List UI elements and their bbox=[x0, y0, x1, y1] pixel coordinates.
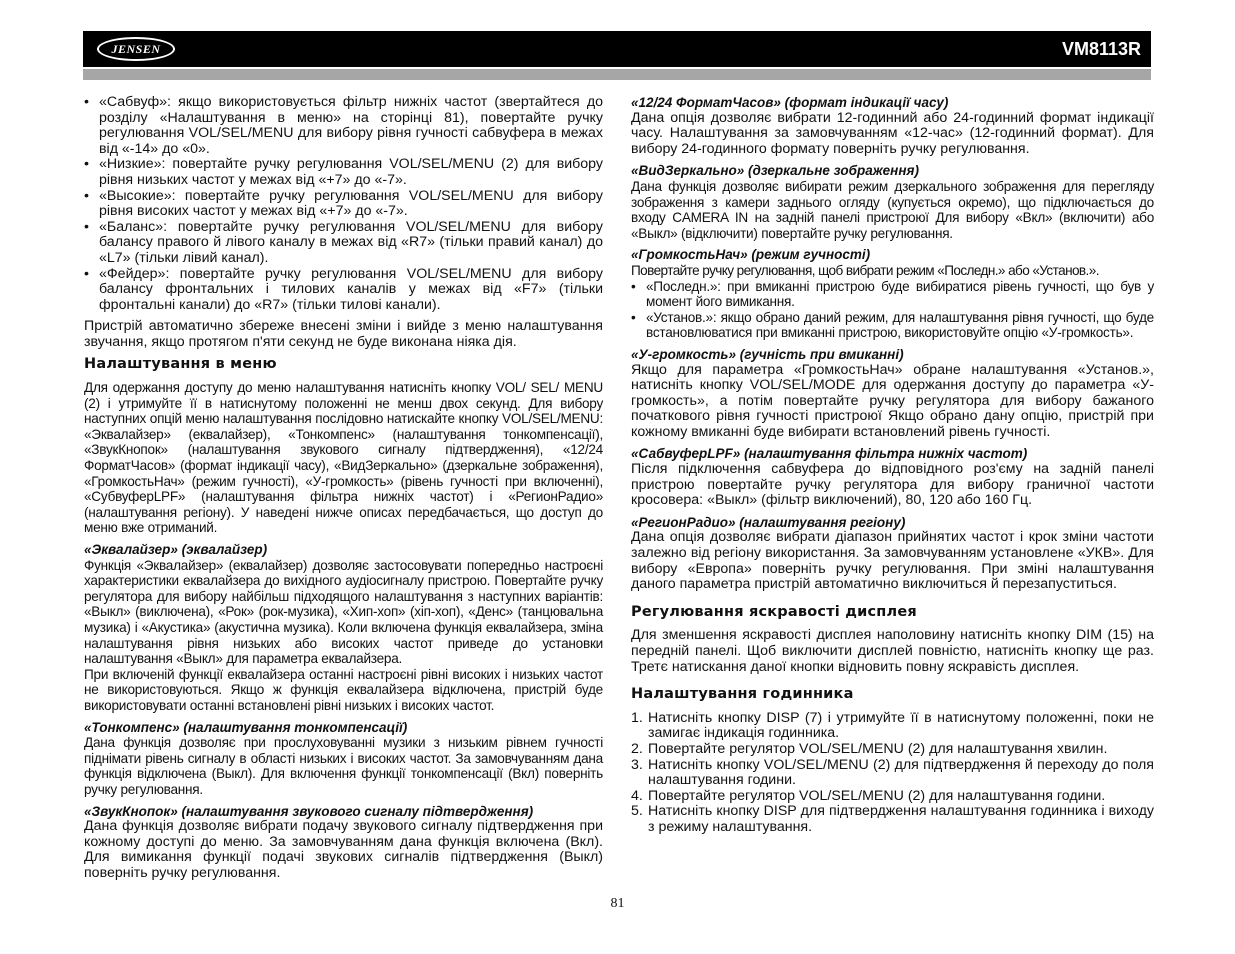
list-item: 4. Повертайте регулятор VOL/SEL/MENU (2) для налаштування години. bbox=[631, 787, 1106, 804]
header-divider bbox=[83, 69, 1151, 80]
loudness-description: Дана функція дозволяє при прослуховуванні музики з низьким рівнем гучності піднімати рівень сигналу в області низьких і високих частот. За замовчуванням дана функція відключена (Выкл). Для включення функції тонкомпенсації (Вкл) поверніть ручку регулювання. bbox=[84, 735, 603, 797]
header-bar bbox=[83, 31, 1151, 67]
section-heading-dimmer: Регулювання яскравості дисплея bbox=[631, 603, 917, 620]
clock-steps-list bbox=[631, 711, 1154, 836]
equalizer-note: При включеній функції еквалайзера останні настроєні рівні високих і низьких частот не використовуються. Якщо ж функція еквалайзера відключена, пристрій буде використовувати останні встановлені рівні низьких і високих частот. bbox=[84, 666, 603, 713]
volume-mode-description: Повертайте ручку регулювання, щоб вибрати режим «Последн.» або «Установ.». bbox=[631, 262, 1099, 278]
list-item: • «Последн.»: при вмиканні пристрою буде вибиратися рівень гучності, що був у момент його вимикання. bbox=[631, 279, 1154, 310]
list-item: • «Высокие»: повертайте ручку регулювання VOL/SEL/MENU для вибору рівня високих частот у межах від «+7» до «-7». bbox=[84, 189, 603, 220]
subheading-equalizer: «Эквалайзер» (эквалайзер) bbox=[84, 542, 268, 558]
model-title: VM8113R bbox=[1061, 39, 1141, 59]
auto-save-note: Пристрій автоматично збереже внесені зміни і вийде з меню налаштування звучання, якщо протягом п'яти секунд не буде виконана ніяка дія. bbox=[84, 318, 603, 350]
list-item: • «Установ.»: якщо обрано даний режим, для налаштування рівня гучності, що буде встановлюватися при вмиканні пристрою, використовуйте опцію «У-громкость». bbox=[631, 310, 1154, 341]
clock-format-description: Дана опція дозволяє вибрати 12-годинний або 24-годинний формат індикації часу. Налаштування за замовчуванням «12-час» (12-годинний формат). Для вибору 24-годинного формату поверніть ручку регулювання. bbox=[631, 109, 1154, 157]
volume-mode-list bbox=[631, 279, 1154, 341]
subheading-loudness: «Тонкомпенс» (налаштування тонкомпенсації) bbox=[84, 719, 408, 735]
mirror-description: Дана функція дозволяє вибирати режим дзеркального зображення для перегляду зображення з камери заднього огляду (купується окремо), що підключається до входу CAMERA IN на задній панелі пристроюї Для вибору «Вкл» (включити) або «Выкл» (відключити) повертайте ручку регулювання. bbox=[631, 178, 1154, 241]
radio-region-description: Дана опція дозволяє вибрати діапазон прийнятих частот і крок зміни частоти залежно від регіону використання. За замовчуванням установлене «УКВ». Для вибору «Европа» поверніть ручку регулювання. При зміні налаштування даного параметра пристрій автоматично виключиться й перезапуститься. bbox=[631, 529, 1154, 593]
list-item: • «Фейдер»: повертайте ручку регулювання VOL/SEL/MENU для вибору балансу фронтальних і тилових каналів у межах від «F7» (тільки фронтальні канали) до «R7» (тільки тилові канали). bbox=[84, 267, 603, 314]
list-item: • «Сабвуф»: якщо використовується фільтр нижніх частот (звертайтеся до розділу «Налаштування в меню» на сторінці 81), повертайте ручку регулювання VOL/SEL/MENU для вибору рівня гучності сабвуфера в межах від «-14» до «0». bbox=[84, 95, 603, 157]
section-heading-clock: Налаштування годинника bbox=[631, 686, 854, 703]
subheading-subwoofer-lpf: «СабвуферLPF» (налаштування фільтра нижніх частот) bbox=[631, 446, 1028, 462]
dimmer-description: Для зменшення яскравості дисплея наполовину натисніть кнопку DIM (15) на передній панелі. Щоб виключити дисплей повністю, натисніть кнопку ще раз. Третє натискання даної кнопки відновить повну яскравість дисплея. bbox=[631, 627, 1154, 675]
list-item: • «Низкие»: повертайте ручку регулювання VOL/SEL/MENU (2) для вибору рівня низьких частот у межах від «+7» до «-7». bbox=[84, 157, 603, 188]
subwoofer-lpf-description: Після підключення сабвуфера до відповідного роз'єму на задній панелі пристрою повертайте ручку регулятора для вибору граничної частоти кросовера: «Выкл» (фільтр виключений), 80, 120 або 160 Гц. bbox=[631, 461, 1154, 509]
subheading-mirror: «ВидЗеркально» (дзеркальне зображення) bbox=[631, 163, 919, 179]
subheading-clock-format: «12/24 ФорматЧасов» (формат індикації часу) bbox=[631, 95, 949, 110]
subheading-volume-mode: «ГромкостьНач» (режим гучності) bbox=[631, 247, 871, 263]
brand-logo bbox=[97, 37, 175, 61]
list-item: 1. Натисніть кнопку DISP (7) і утримуйте її в натиснутому положенні, поки не замигає індикація годинника. bbox=[631, 709, 1154, 742]
subheading-radio-region: «РегионРадио» (налаштування регіону) bbox=[631, 514, 906, 530]
brand-logo-text: JENSEN bbox=[111, 41, 161, 56]
list-item: 5. Натисніть кнопку DISP для підтвердження налаштування годинника і виходу з режиму налаштування. bbox=[631, 803, 1154, 835]
list-item: 3. Натисніть кнопку VOL/SEL/MENU (2) для підтвердження й переходу до поля налаштування години. bbox=[631, 756, 1154, 789]
list-item: • «Баланс»: повертайте ручку регулювання VOL/SEL/MENU для вибору балансу правого й лівого каналу в межах від «R7» (тільки правий канал) до «L7» (тільки лівий канал). bbox=[84, 220, 603, 267]
startup-volume-description: Якщо для параметра «ГромкостьНач» обране налаштування «Установ.», натисніть кнопку VOL/SEL/MODE для одержання доступу до параметра «У-громкость», а потім повертайте ручку регулятора для вибору бажаного початкового рівня гучності пристроюї Якщо обрано дану опцію, пристрій при кожному вмиканні буде вибирати встановлений рівень гучності. bbox=[631, 361, 1154, 440]
left-column bbox=[84, 95, 603, 888]
menu-description: Для одержання доступу до меню налаштування натисніть кнопку VOL/ SEL/ MENU (2) і утримуйте її в натиснутому положенні не менш двох секунд. Для вибору наступних опцій меню налаштування послідовно натискайте кнопку VOL/SEL/MENU: «Эквалайзер» (еквалайзер), «Тонкомпенс» (налаштування тонкомпенсації), «ЗвукКнопок» (налаштування звукового сигналу підтвердження), «12/24 ФорматЧасов» (формат індикації часу), «ВидЗеркально» (дзеркальне зображення), «ГромкостьНач» (режим гучності), «У-громкость» (рівень гучності при включенні), «СубвуферLPF» (налаштування фільтра нижніх частот) і «РегионРадио» (налаштування регіону). У наведені нижче описах передбачається, що доступ до меню вже отриманий. bbox=[84, 380, 603, 536]
equalizer-description: Функція «Эквалайзер» (еквалайзер) дозволяє застосовувати попередньо настроєні характеристики еквалайзера до вихідного аудіосигналу пристрою. Повертайте ручку регулятора для вибору найбільш підходящого налаштування з наступних варіантів: «Выкл» (виключена), «Рок» (рок-музика), «Хип-хоп» (хіп-хоп), «Денс» (танцювальна музика) і «Акустика» (акустична музика). Коли включена функція еквалайзера, зміна налаштування рівня низьких або високих частот приведе до установки налаштування «Выкл» для параметра еквалайзера. bbox=[84, 557, 603, 667]
subheading-startup-volume: «У-громкость» (гучність при вмиканні) bbox=[631, 346, 904, 362]
list-item: 2. Повертайте регулятор VOL/SEL/MENU (2) для налаштування хвилин. bbox=[631, 740, 1108, 757]
subheading-beep: «ЗвукКнопок» (налаштування звукового сигналу підтвердження) bbox=[84, 803, 534, 819]
page-number: 81 bbox=[610, 896, 625, 911]
right-column bbox=[631, 95, 1154, 836]
beep-description: Дана функція дозволяє вибрати подачу звукового сигналу підтвердження при кожному доступі до меню. За замовчуванням дана функція включена (Вкл). Для вимикання функції подачі звукових сигналів підтвердження (Выкл) поверніть ручку регулювання. bbox=[84, 818, 603, 881]
audio-settings-list bbox=[84, 95, 603, 313]
section-heading-menu: Налаштування в меню bbox=[84, 355, 277, 372]
